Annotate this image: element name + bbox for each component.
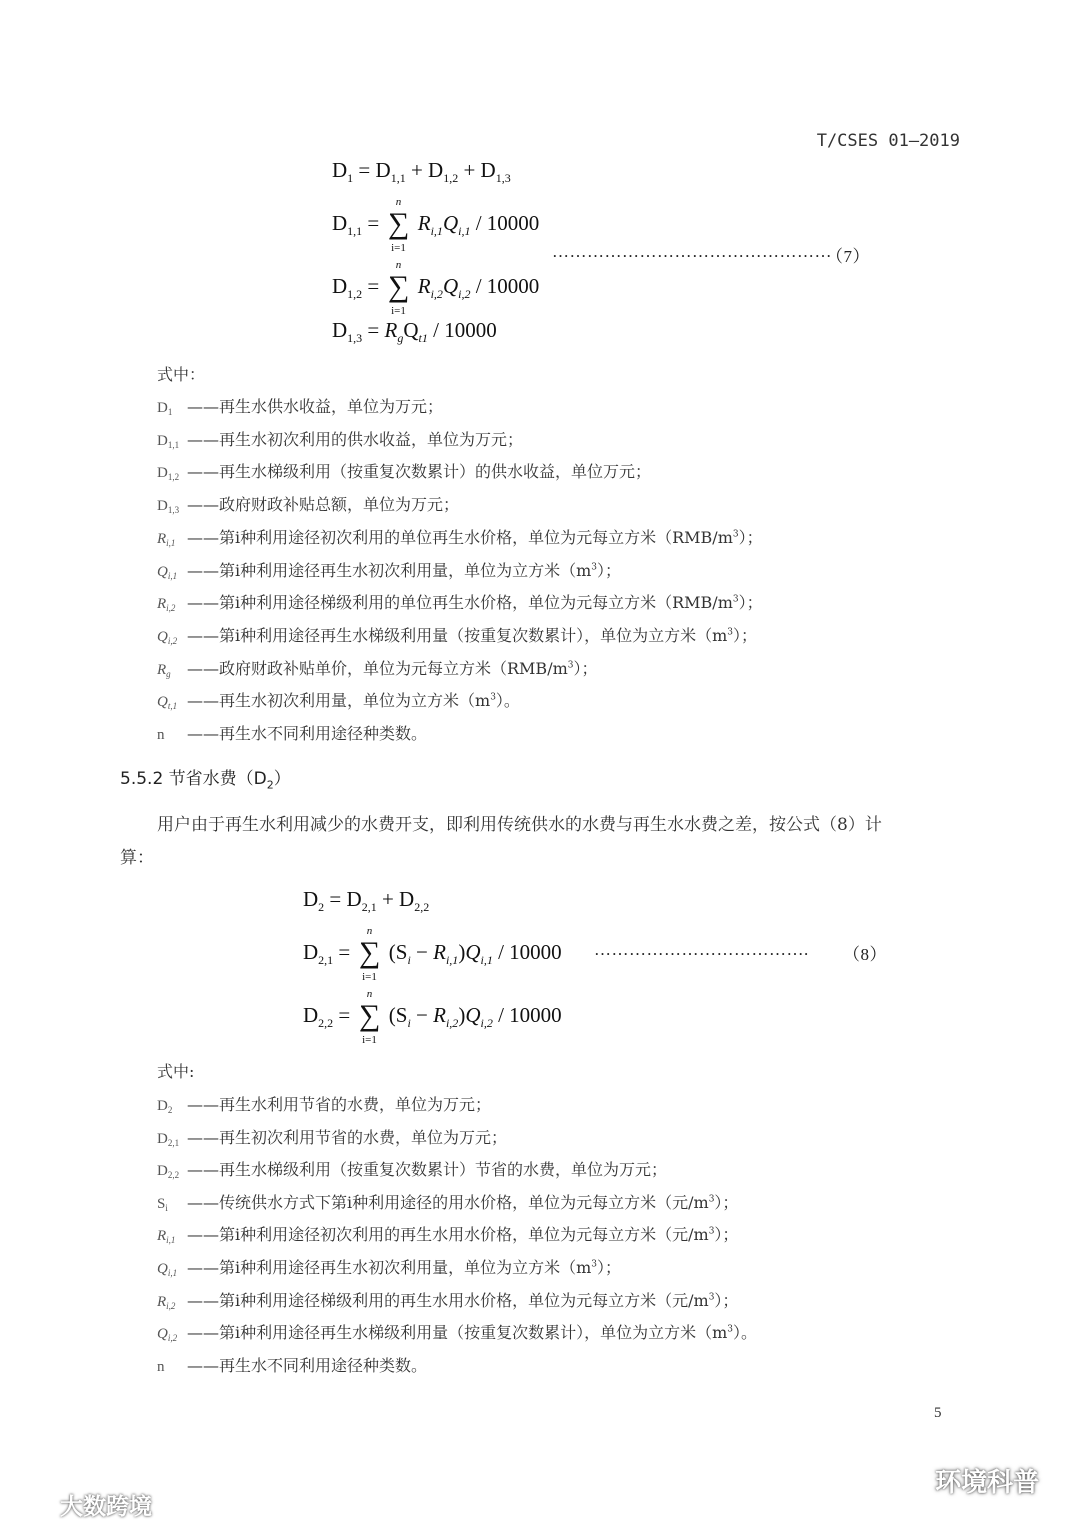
document-code: T/CSES 01—2019 (816, 131, 960, 151)
definition-symbol: $D_{1,2}$ (157, 465, 180, 482)
definition-row: $Q_{i,2}$ ——第i种利用途径再生水梯级利用量（按重复次数累计），单位为立方米$(m^3)$。 (157, 1323, 758, 1343)
formula-8-number: （8） (843, 945, 887, 964)
definition-row: $Q_{t,1}$ ——再生水初次利用量，单位为立方米$(m^3)$。 (157, 691, 520, 711)
page-number: 5 (934, 1405, 942, 1421)
wechat-icon (880, 1461, 926, 1502)
definition-text: ——政府财政补贴单价，单位为元每立方米（RMB/m (187, 659, 568, 678)
definition-text: ——再生水梯级利用（按重复次数累计）的供水收益，单位万元； (187, 462, 652, 481)
definition-text: ——第i种利用途径梯级利用的单位再生水价格，单位为元每立方米（RMB/m (187, 593, 733, 612)
definition-row: $Q_{i,2}$ ——第i种利用途径再生水梯级利用量（按重复次数累计），单位为立方米$(m^3)$； (157, 626, 758, 646)
definition-symbol: $D_{1,3}$ (157, 498, 180, 515)
definition-text: ——第i种利用途径再生水初次利用量，单位为立方米（m (187, 561, 592, 580)
definition-text: ——第i种利用途径再生水梯级利用量（按重复次数累计），单位为立方米（m (187, 626, 728, 645)
section-heading: 5.5.2 节省水费$(D_2)$ (120, 769, 291, 792)
definition-text: ——政府财政补贴总额，单位为万元； (187, 495, 460, 514)
definition-text: ——再生水不同利用途径种类数。 (187, 724, 428, 743)
formula-7-line-1: $D_1 = D_{1,1} + D_{1,2} + D_{1,3}$ (332, 158, 511, 185)
definition-row: $S_i$ ——传统供水方式下第i种利用途径的用水价格，单位为元每立方米（元$/m^3$）； (157, 1193, 739, 1213)
definition-row (157, 1353, 427, 1376)
definition-text: ——第i种利用途径梯级利用的再生水用水价格，单位为元每立方米（元/m (187, 1291, 709, 1310)
watermark-left: 大数跨境 (6, 1488, 152, 1521)
definition-text: ——传统供水方式下第i种利用途径的用水价格，单位为元每立方米（元/m (187, 1193, 709, 1212)
paragraph-line-1: 用户由于再生水利用减少的水费开支，即利用传统供水的水费与再生水水费之差，按公式（8）计 (157, 815, 882, 835)
definition-row: $R_{i,1}$ ——第i种利用途径初次利用的再生水用水价格，单位为元每立方米（元$/m^3$）； (157, 1225, 739, 1245)
definition-row (157, 459, 651, 482)
definition-symbol: $S_i$ (157, 1196, 168, 1213)
formula-8-line-3: $D_{2,2}$ = n ∑ i=1 $(S_i - R_{i,2})Q_{i,2} / 10000$ (303, 988, 562, 1046)
formula-7-line-3: $D_{1,2}$ = n ∑ i=1 $R_{i,2}Q_{i,2} / 10000$ (332, 259, 540, 317)
formula-7-number: （7） (826, 247, 870, 266)
definition-symbol: $D_1$ (157, 400, 173, 417)
definition-symbol: $D_2$ (157, 1098, 173, 1115)
definition-text: ——再生水初次利用的供水收益，单位为万元； (187, 430, 524, 449)
logo-icon (6, 1488, 52, 1520)
definition-symbol: n (157, 1359, 165, 1375)
definition-row (157, 394, 443, 417)
definition-row (157, 1125, 507, 1148)
definition-text: ——再生水利用节省的水费，单位为万元； (187, 1095, 492, 1114)
definition-symbol: $Q_{i,1}$ (157, 1261, 178, 1278)
formula-7-line-4: $D_{1,3} = R_gQ_{t1} / 10000$ (332, 318, 497, 345)
where-label: 式中: (157, 1062, 195, 1081)
watermark-right: 环境科普 (880, 1461, 1039, 1502)
definition-symbol: $R_g$ (157, 662, 171, 679)
definition-symbol: $R_{i,1}$ (157, 1228, 176, 1245)
definition-symbol: $D_{2,2}$ (157, 1163, 180, 1180)
summation-symbol: n ∑ i=1 (358, 988, 381, 1046)
where-label: 式中： (157, 365, 206, 384)
definition-row (157, 1157, 667, 1180)
definition-text: ——第i种利用途径初次利用的再生水用水价格，单位为元每立方米（元/m (187, 1225, 709, 1244)
formula-7-leader-dots: ………………………………………… (552, 242, 832, 261)
definition-row: $Q_{i,1}$ ——第i种利用途径再生水初次利用量，单位为立方米$(m^3)$； (157, 561, 622, 581)
definition-text: ——第i种利用途径初次利用的单位再生水价格，单位为元每立方米（RMB/m (187, 528, 733, 547)
definition-text: ——再生水初次利用量，单位为立方米（m (187, 691, 491, 710)
definition-symbol: $R_{i,2}$ (157, 596, 176, 613)
formula-7-line-2: $D_{1,1}$ = n ∑ i=1 $R_{i,1}Q_{i,1} / 10000$ (332, 196, 540, 254)
definition-row (157, 492, 459, 515)
definition-symbol: $Q_{i,2}$ (157, 1326, 178, 1343)
definition-symbol: $Q_{i,1}$ (157, 564, 178, 581)
definition-row: $R_g$ ——政府财政补贴单价，单位为元每立方米$(RMB/m^3)$； (157, 659, 598, 679)
formula-8-line-2: $D_{2,1}$ = n ∑ i=1 $(S_i - R_{i,1})Q_{i,1} / 10000$ (303, 925, 562, 983)
definition-row: $R_{i,2}$ ——第i种利用途径梯级利用的单位再生水价格，单位为元每立方米$(RMB/m^3)$； (157, 593, 763, 613)
definition-symbol: $R_{i,2}$ (157, 1294, 176, 1311)
definition-symbol: $R_{i,1}$ (157, 531, 176, 548)
definition-symbol: n (157, 727, 165, 743)
definition-symbol: $D_{1,1}$ (157, 433, 180, 450)
summation-symbol: n ∑ i=1 (387, 196, 410, 254)
formula-8-line-1: $D_2 = D_{2,1} + D_{2,2}$ (303, 887, 430, 914)
definition-text: ——再生水梯级利用（按重复次数累计）节省的水费，单位为万元； (187, 1160, 668, 1179)
definition-row (157, 721, 427, 744)
definition-row (157, 427, 523, 450)
definition-row: $Q_{i,1}$ ——第i种利用途径再生水初次利用量，单位为立方米$(m^3)$； (157, 1258, 622, 1278)
summation-symbol: n ∑ i=1 (358, 925, 381, 983)
definition-symbol: $Q_{t,1}$ (157, 694, 178, 711)
definition-row (157, 1092, 491, 1115)
definition-symbol: $Q_{i,2}$ (157, 629, 178, 646)
formula-8-leader-dots: ………………………………. (594, 940, 809, 959)
summation-symbol: n ∑ i=1 (387, 259, 410, 317)
definition-text: ——再生水供水收益，单位为万元； (187, 397, 444, 416)
definition-symbol: $D_{2,1}$ (157, 1131, 180, 1148)
definition-text: ——第i种利用途径再生水初次利用量，单位为立方米（m (187, 1258, 592, 1277)
definition-row: $R_{i,1}$ ——第i种利用途径初次利用的单位再生水价格，单位为元每立方米$(RMB/m^3)$； (157, 528, 763, 548)
definition-text: ——第i种利用途径再生水梯级利用量（按重复次数累计），单位为立方米（m (187, 1323, 728, 1342)
paragraph-line-2: 算： (120, 848, 154, 868)
definition-text: ——再生初次利用节省的水费，单位为万元； (187, 1128, 508, 1147)
definition-text: ——再生水不同利用途径种类数。 (187, 1356, 428, 1375)
definition-row: $R_{i,2}$ ——第i种利用途径梯级利用的再生水用水价格，单位为元每立方米（元$/m^3$）； (157, 1291, 739, 1311)
